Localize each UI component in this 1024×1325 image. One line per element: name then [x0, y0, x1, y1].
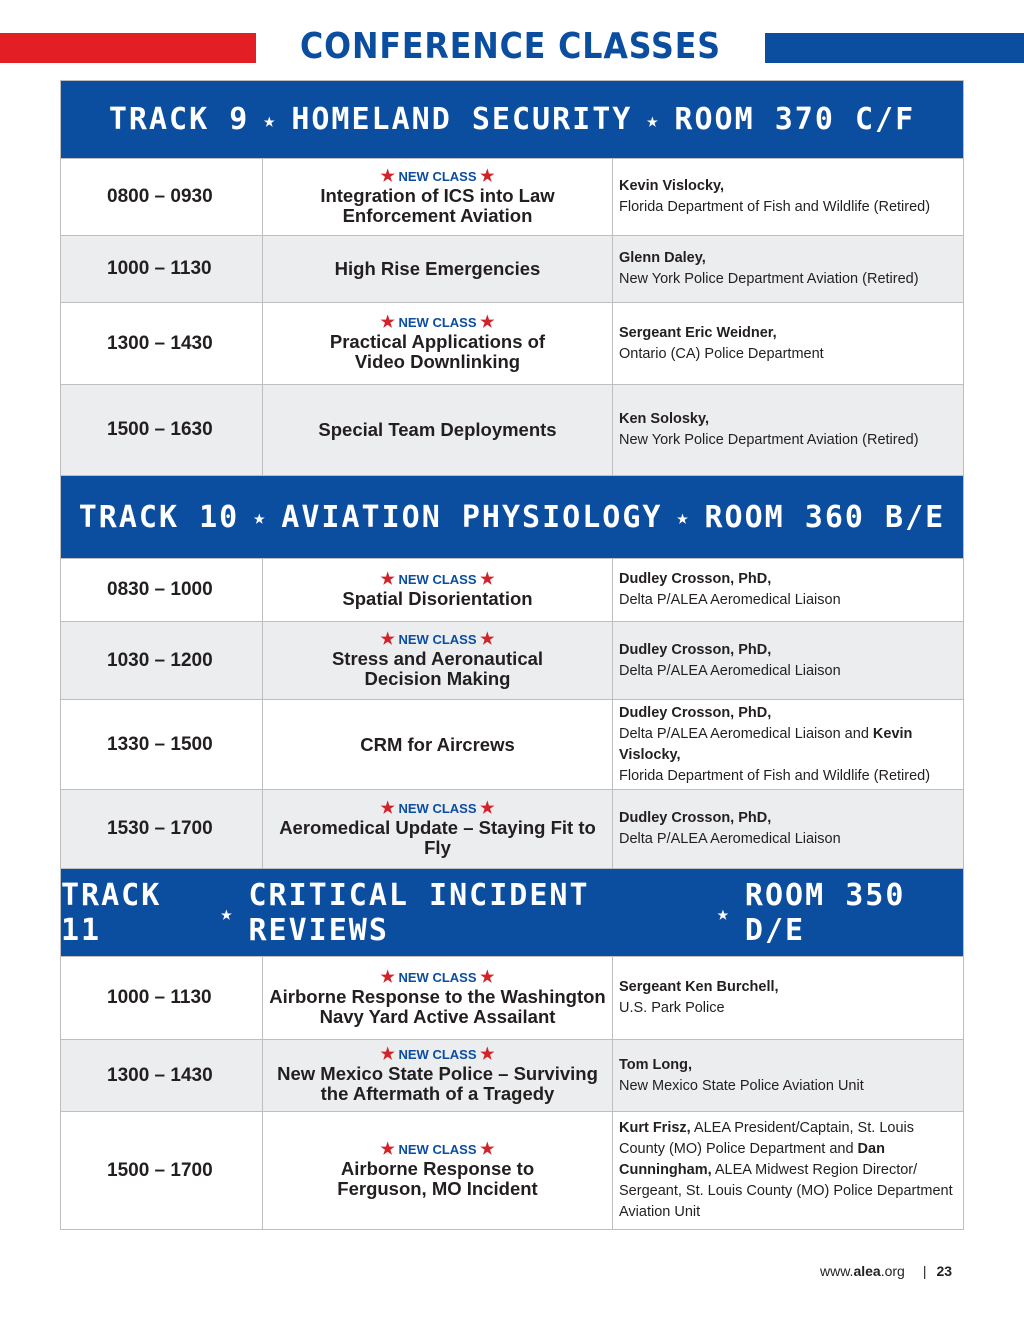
session-time: 0830 – 1000	[61, 559, 263, 621]
track-room: ROOM 370 C/F	[674, 102, 916, 137]
instructor-affiliation: New York Police Department Aviation (Retired)	[619, 271, 919, 287]
instructor-affiliation: Florida Department of Fish and Wildlife (Retired)	[619, 199, 931, 215]
page-title: CONFERENCE CLASSES	[300, 26, 721, 67]
instructor-name: Dudley Crosson, PhD,	[619, 704, 772, 721]
class-title-line: New Mexico State Police – Surviving	[277, 1063, 598, 1084]
instructor-line	[619, 1139, 957, 1160]
class-title-line: Airborne Response to	[340, 1158, 535, 1179]
star-icon: ★	[220, 900, 235, 925]
instructor-line	[619, 569, 957, 590]
session-row	[61, 559, 963, 622]
session-class	[263, 790, 613, 868]
session-class	[263, 957, 613, 1039]
page-number: 23	[936, 1263, 953, 1279]
star-icon: ★	[380, 570, 395, 588]
star-icon: ★	[716, 900, 731, 925]
new-class-badge	[381, 572, 495, 588]
session-time: 1000 – 1130	[61, 957, 263, 1039]
instructor-line	[619, 1076, 957, 1097]
star-icon: ★	[480, 570, 495, 588]
session-row	[61, 1112, 963, 1229]
instructor-name: Tom Long,	[619, 1056, 693, 1073]
class-title-line: Aeromedical Update – Staying Fit to Fly	[279, 816, 596, 858]
track-topic: CRITICAL INCIDENT REVIEWS	[248, 877, 590, 948]
instructor-line	[619, 724, 957, 766]
instructor-affiliation: ALEA Midwest Region Director/	[711, 1162, 918, 1178]
class-title-line: Ferguson, MO Incident	[337, 1178, 538, 1199]
session-instructor	[613, 1040, 963, 1111]
class-title-line: the Aftermath of a Tragedy	[320, 1083, 555, 1104]
session-instructor	[613, 159, 963, 235]
session-row	[61, 1040, 963, 1112]
instructor-name: Sergeant Eric Weidner,	[619, 324, 777, 341]
track-number: TRACK 9	[108, 102, 250, 137]
instructor-name: Ken Solosky,	[619, 411, 709, 427]
instructor-name: Glenn Daley,	[619, 250, 706, 266]
instructor-line	[619, 590, 957, 611]
class-title-line: Airborne Response to the Washington	[269, 985, 606, 1007]
footer-separator: |	[922, 1263, 927, 1279]
session-row	[61, 700, 963, 790]
session-class	[263, 385, 613, 475]
star-icon: ★	[380, 799, 395, 817]
session-instructor	[613, 790, 963, 868]
session-time: 1500 – 1700	[61, 1112, 263, 1229]
instructor-name: Dan	[857, 1141, 885, 1157]
instructor-line	[619, 1160, 957, 1181]
session-class	[263, 159, 613, 235]
session-class	[263, 303, 613, 384]
class-title-line: Enforcement Aviation	[342, 204, 533, 226]
class-title-line: CRM for Aircrews	[360, 733, 515, 755]
class-title-line: Integration of ICS into Law	[320, 184, 555, 206]
session-time: 0800 – 0930	[61, 159, 263, 235]
session-row	[61, 303, 963, 385]
instructor-line	[619, 176, 957, 197]
star-icon: ★	[480, 1046, 495, 1063]
class-title-line: High Rise Emergencies	[334, 258, 541, 279]
session-time: 1300 – 1430	[61, 303, 263, 384]
schedule-table	[60, 80, 964, 1230]
class-title-line: Video Downlinking	[354, 351, 521, 372]
session-row	[61, 957, 963, 1040]
new-class-label: NEW CLASS	[398, 800, 477, 816]
instructor-line	[619, 829, 957, 850]
page-footer	[820, 1263, 952, 1279]
instructor-affiliation: Delta P/ALEA Aeromedical Liaison	[619, 592, 841, 608]
session-time: 1000 – 1130	[61, 236, 263, 302]
session-time: 1500 – 1630	[61, 385, 263, 475]
instructor-affiliation: New York Police Department Aviation (Retired)	[619, 432, 919, 448]
session-row	[61, 622, 963, 700]
session-row	[61, 385, 963, 476]
instructor-line	[619, 703, 957, 724]
star-icon: ★	[253, 505, 268, 529]
class-title-line: Spatial Disorientation	[342, 587, 533, 609]
new-class-label: NEW CLASS	[398, 1047, 477, 1062]
star-icon: ★	[676, 505, 691, 529]
new-class-badge	[381, 169, 495, 185]
track-number: TRACK 11	[61, 877, 162, 948]
new-class-label: NEW CLASS	[398, 632, 477, 647]
instructor-affiliation: U.S. Park Police	[619, 1000, 725, 1016]
star-icon: ★	[480, 1141, 495, 1158]
session-class	[263, 1040, 613, 1111]
instructor-affiliation: Delta P/ALEA Aeromedical Liaison	[619, 831, 841, 847]
star-icon: ★	[480, 799, 495, 817]
session-time: 1330 – 1500	[61, 700, 263, 789]
instructor-line	[619, 977, 957, 998]
class-title-line: Navy Yard Active Assailant	[319, 1005, 556, 1027]
track-number: TRACK 10	[78, 499, 240, 535]
instructor-line	[619, 323, 957, 344]
instructor-line	[619, 661, 957, 682]
star-icon: ★	[380, 631, 395, 648]
track-room: ROOM 360 B/E	[704, 499, 946, 535]
instructor-name: Dudley Crosson, PhD,	[619, 810, 772, 826]
class-title-line: Special Team Deployments	[318, 419, 557, 440]
track-topic: AVIATION PHYSIOLOGY	[281, 499, 663, 535]
star-icon: ★	[480, 167, 495, 185]
instructor-affiliation: Aviation Unit	[619, 1204, 701, 1220]
instructor-name: Cunningham,	[619, 1162, 712, 1178]
instructor-affiliation: Delta P/ALEA Aeromedical Liaison	[619, 662, 841, 679]
star-icon: ★	[380, 314, 395, 331]
instructor-line	[619, 1181, 957, 1202]
session-time: 1300 – 1430	[61, 1040, 263, 1111]
session-time: 1530 – 1700	[61, 790, 263, 868]
decorative-blue-bar	[765, 33, 1024, 63]
new-class-label: NEW CLASS	[398, 168, 477, 184]
session-instructor	[613, 700, 963, 789]
instructor-line	[619, 344, 957, 365]
instructor-line	[619, 1055, 957, 1076]
footer-website[interactable]: www.alea.org	[820, 1263, 905, 1279]
session-row	[61, 159, 963, 236]
session-class	[263, 559, 613, 621]
instructor-affiliation: Ontario (CA) Police Department	[619, 345, 824, 362]
session-instructor	[613, 303, 963, 384]
star-icon: ★	[380, 167, 395, 185]
session-instructor	[613, 236, 963, 302]
session-instructor	[613, 957, 963, 1039]
instructor-name: Kevin Vislocky,	[619, 725, 913, 763]
instructor-line	[619, 197, 957, 218]
session-instructor	[613, 1112, 963, 1229]
session-instructor	[613, 559, 963, 621]
instructor-line	[619, 1202, 957, 1223]
session-class	[263, 700, 613, 789]
new-class-badge	[381, 315, 495, 331]
star-icon: ★	[480, 314, 495, 331]
new-class-badge	[381, 1047, 495, 1063]
instructor-name: Dudley Crosson, PhD,	[619, 571, 772, 587]
decorative-red-bar	[0, 33, 256, 63]
new-class-badge	[381, 801, 495, 817]
class-title-line: Practical Applications of	[329, 331, 546, 352]
new-class-badge	[381, 632, 495, 648]
star-icon: ★	[380, 1141, 395, 1158]
session-instructor	[613, 385, 963, 475]
session-instructor	[613, 622, 963, 699]
new-class-badge	[381, 1142, 495, 1158]
instructor-affiliation: Delta P/ALEA Aeromedical Liaison and	[619, 725, 873, 742]
track-header	[61, 476, 963, 559]
instructor-line	[619, 1118, 957, 1139]
instructor-line	[619, 248, 957, 269]
instructor-line	[619, 766, 957, 787]
instructor-affiliation: ALEA President/Captain, St. Louis	[690, 1120, 914, 1136]
new-class-label: NEW CLASS	[398, 571, 477, 587]
track-room: ROOM 350 D/E	[744, 877, 906, 948]
star-icon: ★	[646, 107, 661, 132]
instructor-line	[619, 430, 957, 451]
new-class-label: NEW CLASS	[398, 315, 477, 330]
new-class-badge	[381, 970, 495, 986]
star-icon: ★	[480, 631, 495, 648]
track-topic: HOMELAND SECURITY	[291, 102, 633, 137]
instructor-line	[619, 998, 957, 1019]
track-header	[61, 869, 963, 957]
session-class	[263, 1112, 613, 1229]
instructor-name: Kurt Frisz,	[619, 1120, 691, 1136]
instructor-affiliation: New Mexico State Police Aviation Unit	[619, 1077, 864, 1094]
instructor-line	[619, 808, 957, 829]
class-title-line: Decision Making	[364, 668, 511, 689]
instructor-affiliation: County (MO) Police Department and	[619, 1141, 858, 1157]
new-class-label: NEW CLASS	[398, 969, 477, 985]
instructor-line	[619, 269, 957, 290]
instructor-name: Sergeant Ken Burchell,	[619, 979, 779, 995]
instructor-line	[619, 640, 957, 661]
class-title-line: Stress and Aeronautical	[331, 648, 544, 669]
session-time: 1030 – 1200	[61, 622, 263, 699]
star-icon: ★	[263, 107, 278, 132]
track-header	[61, 81, 963, 159]
instructor-affiliation: Sergeant, St. Louis County (MO) Police Department	[619, 1183, 953, 1199]
session-row	[61, 790, 963, 869]
session-row	[61, 236, 963, 303]
instructor-name: Kevin Vislocky,	[619, 178, 725, 194]
instructor-name: Dudley Crosson, PhD,	[619, 641, 772, 658]
instructor-affiliation: Florida Department of Fish and Wildlife (Retired)	[619, 767, 931, 784]
star-icon: ★	[380, 968, 395, 986]
star-icon: ★	[380, 1046, 395, 1063]
session-class	[263, 236, 613, 302]
star-icon: ★	[480, 968, 495, 986]
new-class-label: NEW CLASS	[398, 1142, 477, 1157]
instructor-line	[619, 409, 957, 430]
session-class	[263, 622, 613, 699]
